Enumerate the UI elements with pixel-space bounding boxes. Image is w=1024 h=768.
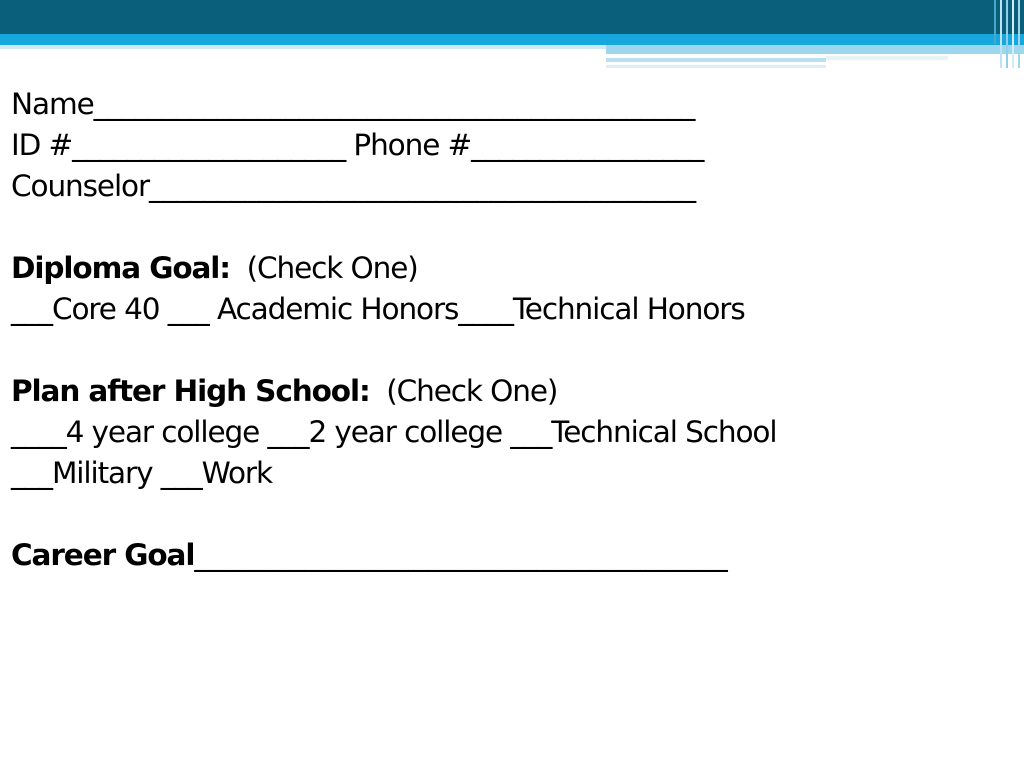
- plan-note: (Check One): [369, 374, 558, 408]
- spacer: [11, 330, 1011, 371]
- career-goal-blank: _______________________________________: [194, 538, 727, 572]
- diploma-goal-heading-line: [11, 248, 1011, 289]
- id-phone-field-line: ID #____________________ Phone #_________________: [11, 128, 704, 162]
- plan-heading-line: [11, 371, 1011, 412]
- spacer: [11, 207, 1011, 248]
- diploma-goal-heading: Diploma Goal:: [11, 251, 231, 285]
- counselor-field-line: Counselor________________________________________: [11, 169, 696, 203]
- plan-options-line-1: ____4 year college ___2 year college ___Technical School: [11, 415, 777, 449]
- name-field-line: Name____________________________________________: [11, 87, 695, 121]
- header-vertical-lines: [992, 0, 1024, 68]
- header-stripe: [606, 65, 826, 68]
- vertical-line: [1012, 0, 1014, 68]
- diploma-goal-note: (Check One): [230, 251, 418, 285]
- career-goal-line: [11, 535, 1011, 576]
- career-goal-heading: Career Goal: [11, 538, 195, 572]
- student-form: [11, 84, 1011, 576]
- plan-options-line-2: ___Military ___Work: [11, 456, 272, 490]
- plan-heading: Plan after High School:: [11, 374, 370, 408]
- header-banner-pale-left: [0, 45, 606, 49]
- header-banner-dark: [0, 0, 1024, 34]
- vertical-line: [1006, 0, 1008, 68]
- diploma-goal-options: ___Core 40 ___ Academic Honors____Technical Honors: [11, 292, 745, 326]
- header-stripe: [606, 58, 826, 62]
- header-banner-bright: [0, 34, 1024, 45]
- header-stripe: [826, 56, 948, 60]
- vertical-line: [1000, 0, 1002, 68]
- vertical-line: [1018, 0, 1020, 68]
- spacer: [11, 494, 1011, 535]
- vertical-line: [994, 0, 996, 44]
- header-banner-pale-right: [606, 45, 1024, 54]
